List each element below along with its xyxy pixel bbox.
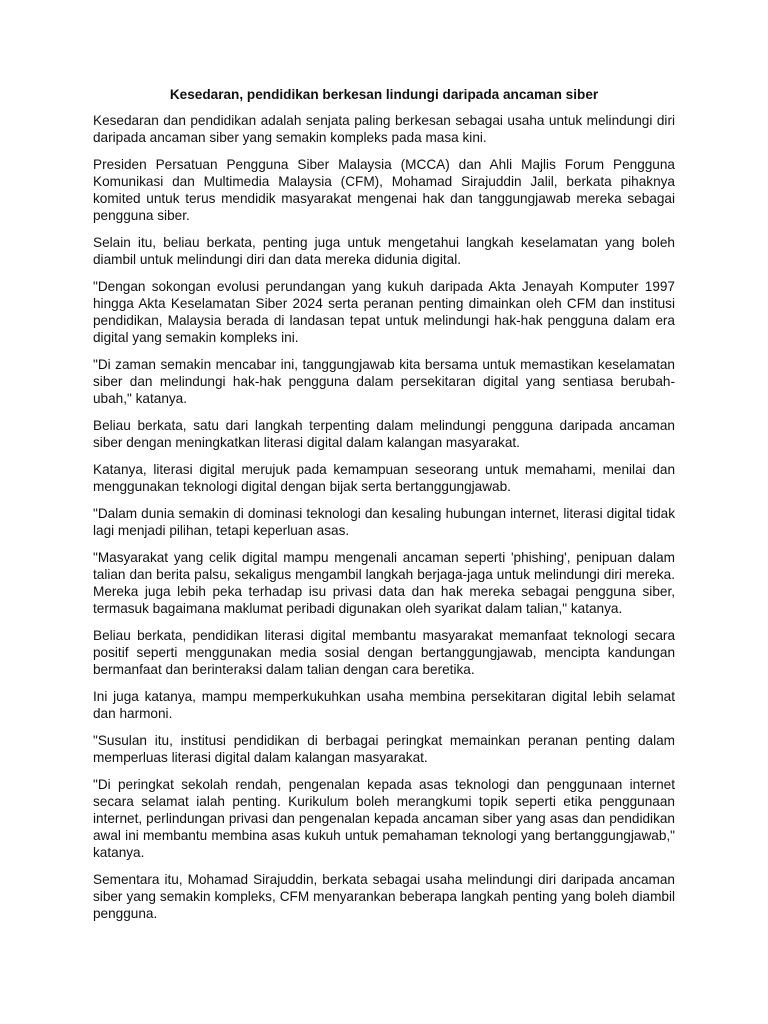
paragraph: Katanya, literasi digital merujuk pada kemampuan seseorang untuk memahami, menilai dan menggunakan teknologi digital dengan bijak serta bertanggungjawab. [93,462,675,494]
paragraph: Beliau berkata, satu dari langkah terpenting dalam melindungi pengguna daripada ancaman siber dengan meningkatkan literasi digital dalam kalangan masyarakat. [93,418,675,450]
document-title: Kesedaran, pendidikan berkesan lindungi daripada ancaman siber [169,87,599,102]
paragraph: "Di zaman semakin mencabar ini, tanggungjawab kita bersama untuk memastikan keselamatan siber dan melindungi hak-hak pengguna dalam persekitaran digital yang sentiasa berubah-ubah," katanya. [93,357,675,406]
paragraph: Kesedaran dan pendidikan adalah senjata paling berkesan sebagai usaha untuk melindungi diri daripada ancaman siber yang semakin kompleks pada masa kini. [93,113,675,145]
paragraph: "Dengan sokongan evolusi perundangan yang kukuh daripada Akta Jenayah Komputer 1997 hingga Akta Keselamatan Siber 2024 serta peranan penting dimainkan oleh CFM dan institusi pendidikan, Malaysia berada di landasan tepat untuk melindungi hak-hak pengguna dalam era digital yang semakin kompleks ini. [93,279,675,345]
paragraph: Presiden Persatuan Pengguna Siber Malaysia (MCCA) dan Ahli Majlis Forum Pengguna Komunikasi dan Multimedia Malaysia (CFM), Mohamad Sirajuddin Jalil, berkata pihaknya komited untuk terus mendidik masyarakat mengenai hak dan tanggungjawab mereka sebagai pengguna siber. [93,157,675,223]
paragraph: Beliau berkata, pendidikan literasi digital membantu masyarakat memanfaat teknologi secara positif seperti menggunakan media sosial dengan bertanggungjawab, mencipta kandungan bermanfaat dan berinteraksi dalam talian dengan cara beretika. [93,628,675,677]
paragraph: Selain itu, beliau berkata, penting juga untuk mengetahui langkah keselamatan yang boleh diambil untuk melindungi diri dan data mereka didunia digital. [93,235,675,267]
document-body [93,112,675,922]
paragraph: Ini juga katanya, mampu memperkukuhkan usaha membina persekitaran digital lebih selamat dan harmoni. [93,689,675,721]
paragraph: "Di peringkat sekolah rendah, pengenalan kepada asas teknologi dan penggunaan internet secara selamat ialah penting. Kurikulum boleh merangkumi topik seperti etika penggunaan internet, perlindungan privasi dan pengenalan kepada ancaman siber yang asas dan pendidikan awal ini membantu membina asas kukuh untuk pemahaman teknologi yang bertanggungjawab," katanya. [93,777,675,860]
paragraph: "Susulan itu, institusi pendidikan di berbagai peringkat memainkan peranan penting dalam memperluas literasi digital dalam kalangan masyarakat. [93,733,675,765]
paragraph: "Dalam dunia semakin di dominasi teknologi dan kesaling hubungan internet, literasi digital tidak lagi menjadi pilihan, tetapi keperluan asas. [93,506,675,538]
paragraph: Sementara itu, Mohamad Sirajuddin, berkata sebagai usaha melindungi diri daripada ancaman siber yang semakin kompleks, CFM menyarankan beberapa langkah penting yang boleh diambil pengguna. [93,872,675,921]
paragraph: "Masyarakat yang celik digital mampu mengenali ancaman seperti 'phishing', penipuan dalam talian dan berita palsu, sekaligus mengambil langkah berjaga-jaga untuk melindungi diri mereka. Mereka juga lebih peka terhadap isu privasi data dan hak mereka sebagai pengguna siber, termasuk bagaimana maklumat peribadi digunakan oleh syarikat dalam talian," katanya. [93,550,675,616]
